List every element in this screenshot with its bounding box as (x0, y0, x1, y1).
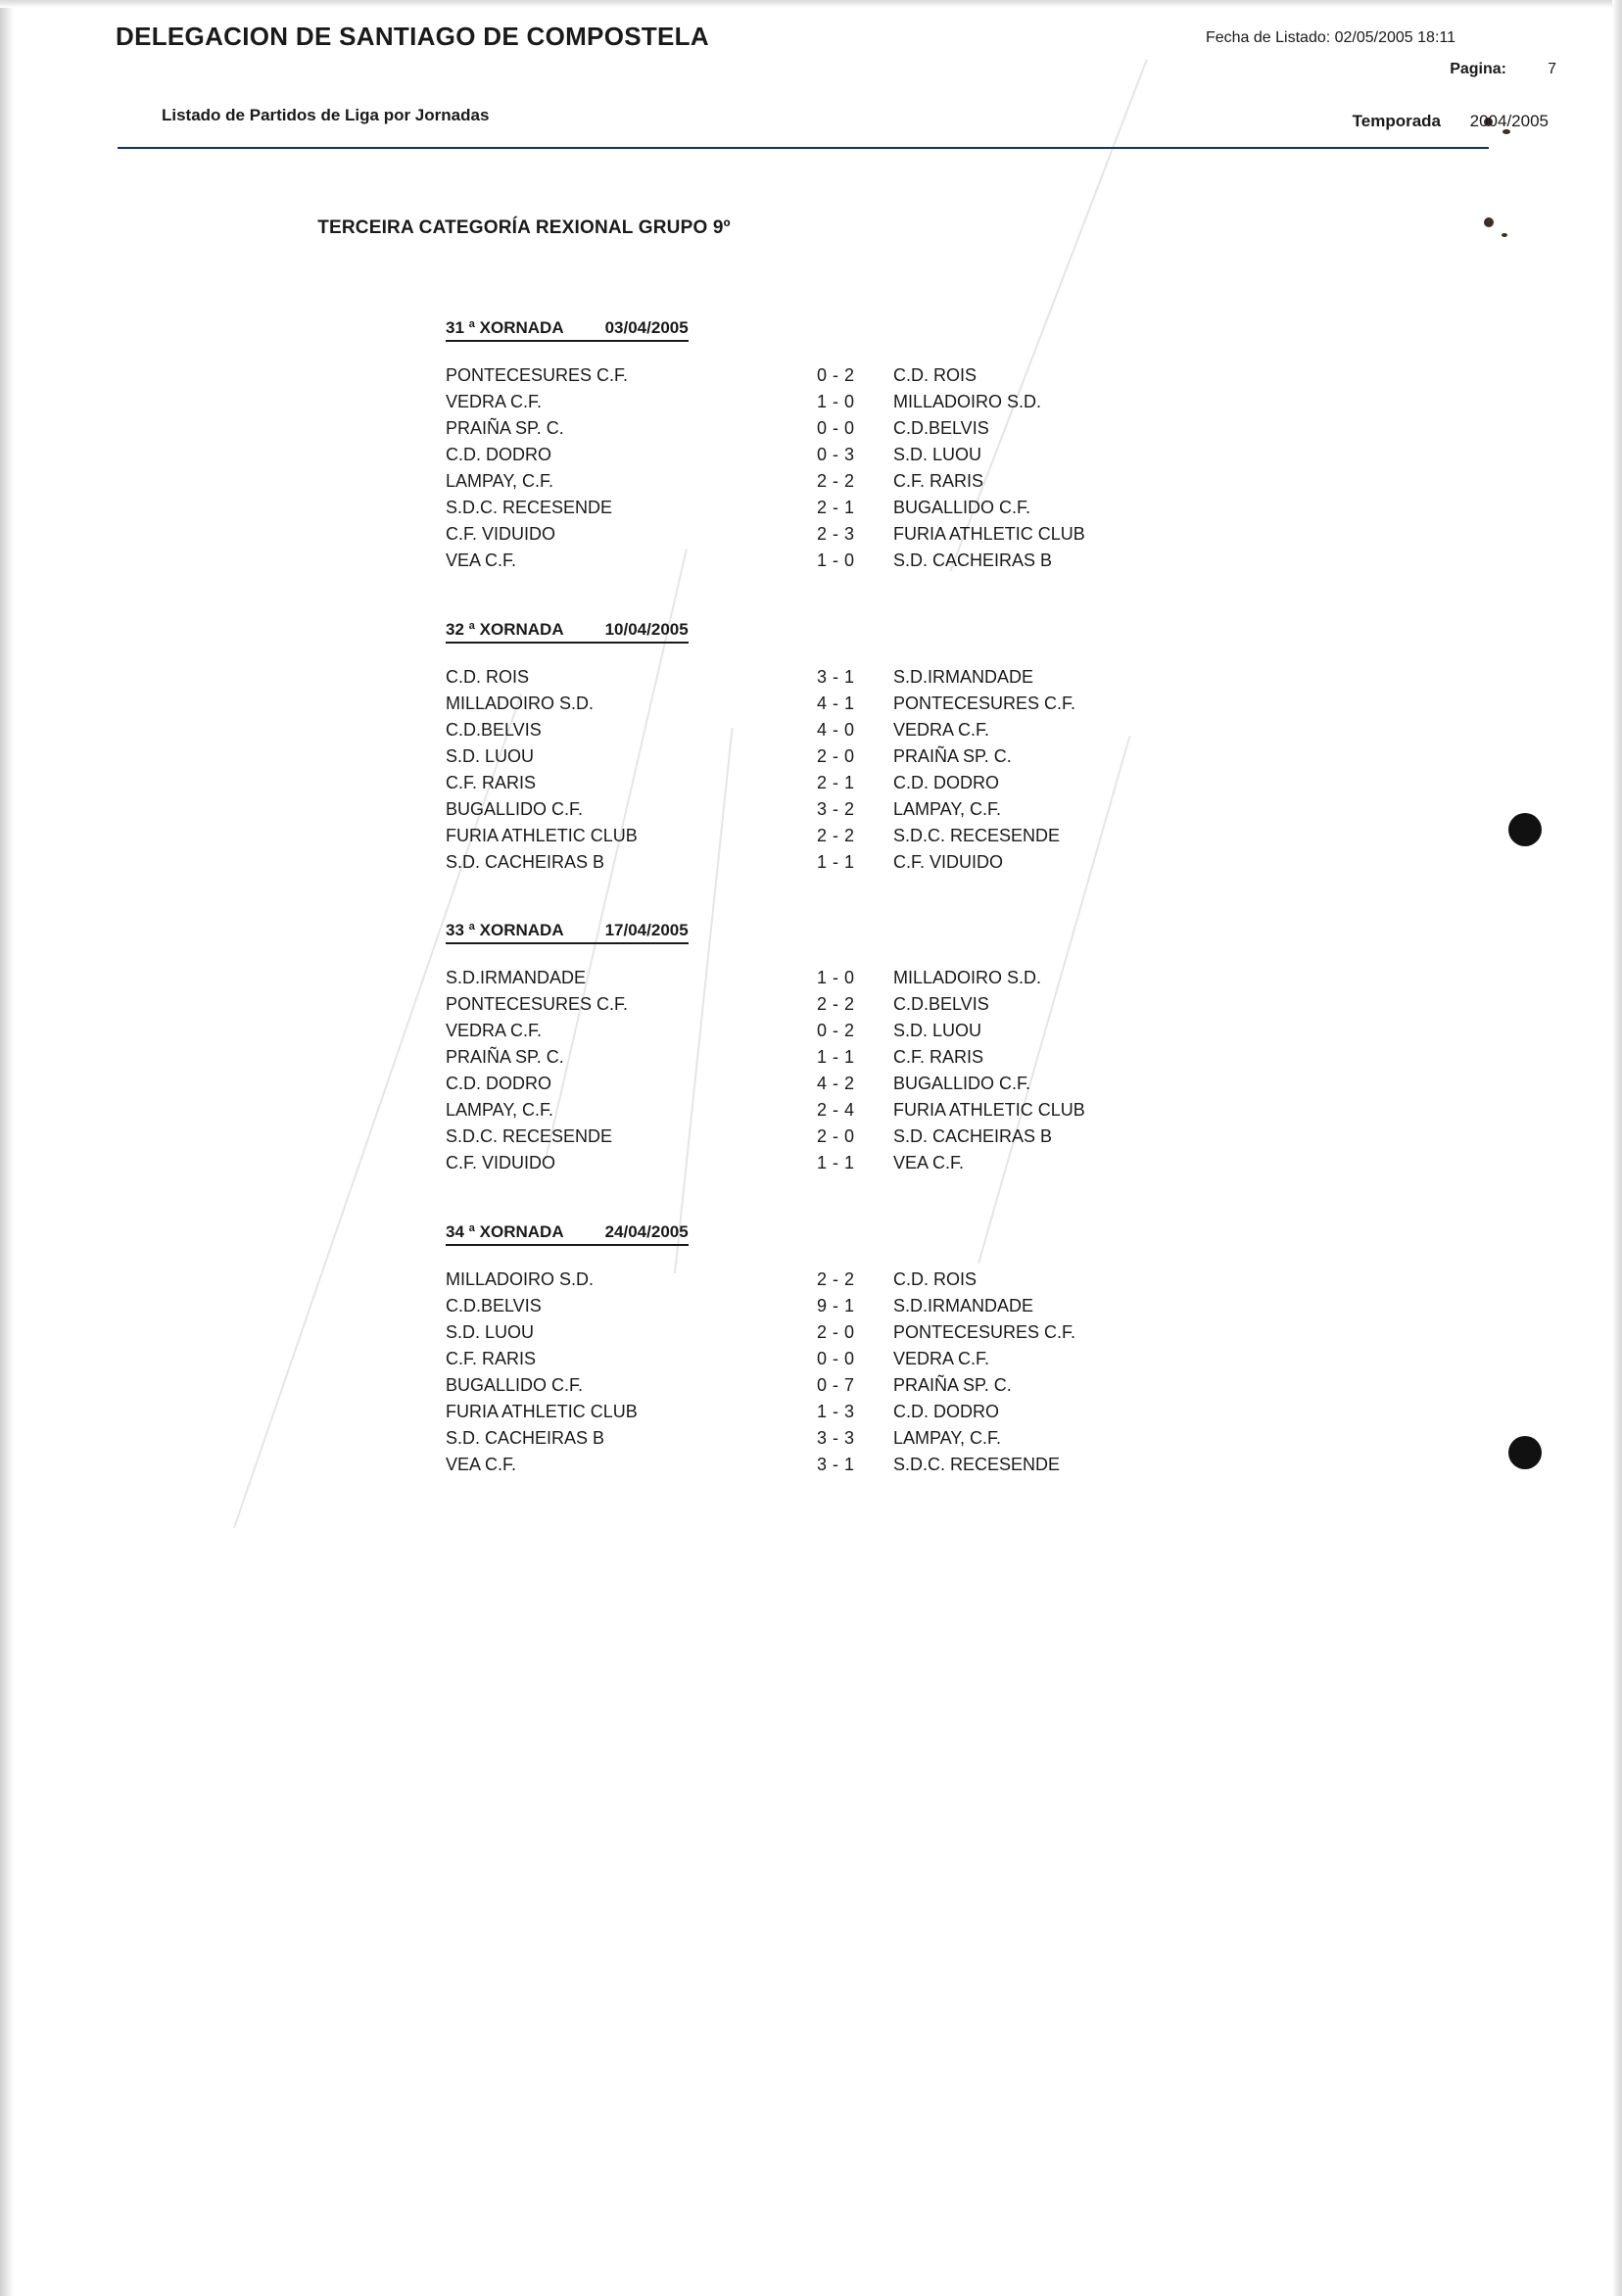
round-date: 24/04/2005 (604, 1222, 689, 1241)
match-score: 2 - 4 (817, 1100, 855, 1120)
round-header (446, 921, 689, 944)
match-score: 0 - 2 (817, 1021, 855, 1040)
scan-edge-top (0, 0, 1622, 8)
match-score: 2 - 1 (817, 498, 855, 517)
round-block (446, 318, 1085, 577)
match-score: 2 - 2 (817, 1269, 855, 1289)
match-row (446, 694, 1076, 720)
match-score: 3 - 1 (817, 1455, 855, 1474)
season-value: 2004/2005 (1469, 112, 1549, 130)
home-team: C.F. RARIS (446, 1349, 537, 1368)
round-number: 34 ª XORNADA (446, 1222, 564, 1241)
match-row (446, 1047, 984, 1074)
match-score: 0 - 3 (817, 445, 855, 464)
home-team: C.D. DODRO (446, 445, 551, 464)
away-team: FURIA ATHLETIC CLUB (893, 524, 1085, 544)
home-team: S.D. LUOU (446, 1322, 535, 1342)
match-score: 4 - 2 (817, 1074, 855, 1093)
match-score: 1 - 0 (817, 968, 855, 987)
round-number: 31 ª XORNADA (446, 318, 564, 337)
away-team: VEDRA C.F. (893, 720, 990, 740)
away-team: S.D.IRMANDADE (893, 1296, 1034, 1315)
home-team: C.F. RARIS (446, 773, 537, 792)
paper-crease (949, 59, 1148, 572)
match-row (446, 773, 999, 799)
match-score: 2 - 3 (817, 524, 855, 544)
away-team: BUGALLIDO C.F. (893, 498, 1031, 517)
away-team: S.D. CACHEIRAS B (893, 1126, 1053, 1146)
match-score: 2 - 2 (817, 826, 855, 845)
home-team: VEA C.F. (446, 550, 517, 570)
home-team: VEA C.F. (446, 1455, 517, 1474)
away-team: C.D. ROIS (893, 1269, 978, 1289)
away-team: S.D.C. RECESENDE (893, 826, 1061, 845)
home-team: S.D.C. RECESENDE (446, 498, 613, 517)
home-team: FURIA ATHLETIC CLUB (446, 826, 638, 845)
match-list (446, 667, 1076, 879)
match-row (446, 1375, 1012, 1402)
match-score: 4 - 0 (817, 720, 855, 740)
home-team: MILLADOIRO S.D. (446, 694, 595, 713)
match-row (446, 1126, 1053, 1153)
away-team: C.D. ROIS (893, 365, 978, 385)
scan-edge-right (1612, 0, 1622, 2296)
away-team: PRAIÑA SP. C. (893, 1375, 1012, 1395)
match-score: 1 - 1 (817, 852, 855, 872)
match-row (446, 1100, 1085, 1126)
match-list (446, 968, 1085, 1179)
round-header (446, 620, 689, 644)
match-row (446, 1322, 1076, 1349)
match-score: 1 - 1 (817, 1153, 855, 1172)
match-row (446, 471, 984, 498)
match-score: 0 - 2 (817, 365, 855, 385)
listing-date: Fecha de Listado: 02/05/2005 18:11 (1205, 29, 1455, 46)
page-label: Pagina: (1450, 61, 1506, 77)
away-team: C.D.BELVIS (893, 994, 989, 1014)
home-team: C.D. ROIS (446, 667, 530, 687)
round-block (446, 1222, 1076, 1481)
match-row (446, 1428, 1002, 1455)
page-title: DELEGACION DE SANTIAGO DE COMPOSTELA (116, 22, 709, 51)
away-team: BUGALLIDO C.F. (893, 1074, 1031, 1093)
match-score: 2 - 0 (817, 1322, 855, 1342)
match-row (446, 1269, 978, 1296)
match-row (446, 994, 989, 1021)
round-date: 03/04/2005 (604, 318, 689, 337)
match-score: 0 - 7 (817, 1375, 855, 1395)
match-row (446, 1296, 1034, 1322)
match-row (446, 418, 989, 445)
match-score: 2 - 0 (817, 746, 855, 766)
away-team: S.D.IRMANDADE (893, 667, 1034, 687)
match-score: 1 - 0 (817, 550, 855, 570)
match-score: 9 - 1 (817, 1296, 855, 1315)
match-row (446, 667, 1034, 694)
away-team: LAMPAY, C.F. (893, 799, 1002, 819)
away-team: S.D. CACHEIRAS B (893, 550, 1053, 570)
away-team: S.D.C. RECESENDE (893, 1455, 1061, 1474)
home-team: C.F. VIDUIDO (446, 524, 556, 544)
ink-speck (1484, 217, 1494, 227)
away-team: MILLADOIRO S.D. (893, 968, 1042, 987)
away-team: C.F. RARIS (893, 1047, 984, 1067)
header-divider (118, 147, 1489, 149)
match-row (446, 826, 1061, 852)
match-score: 3 - 3 (817, 1428, 855, 1448)
round-block (446, 620, 1076, 879)
home-team: LAMPAY, C.F. (446, 471, 554, 491)
group-title: TERCEIRA CATEGORÍA REXIONAL GRUPO 9º (317, 217, 731, 238)
home-team: S.D.IRMANDADE (446, 968, 587, 987)
scan-edge-left (0, 0, 14, 2296)
away-team: FURIA ATHLETIC CLUB (893, 1100, 1085, 1120)
away-team: PRAIÑA SP. C. (893, 746, 1012, 766)
match-score: 4 - 1 (817, 694, 855, 713)
away-team: LAMPAY, C.F. (893, 1428, 1002, 1448)
home-team: VEDRA C.F. (446, 392, 543, 411)
home-team: S.D. LUOU (446, 746, 535, 766)
match-row (446, 720, 990, 746)
away-team: PONTECESURES C.F. (893, 694, 1076, 713)
home-team: C.D.BELVIS (446, 720, 542, 740)
home-team: BUGALLIDO C.F. (446, 799, 584, 819)
home-team: S.D. CACHEIRAS B (446, 852, 605, 872)
match-row (446, 498, 1031, 524)
away-team: MILLADOIRO S.D. (893, 392, 1042, 411)
match-list (446, 365, 1085, 577)
match-score: 0 - 0 (817, 418, 855, 438)
home-team: C.D.BELVIS (446, 1296, 542, 1315)
away-team: C.F. RARIS (893, 471, 984, 491)
match-row (446, 1021, 982, 1047)
match-row (446, 1402, 999, 1428)
match-row (446, 365, 978, 392)
round-date: 17/04/2005 (604, 921, 689, 939)
away-team: PONTECESURES C.F. (893, 1322, 1076, 1342)
match-score: 1 - 3 (817, 1402, 855, 1421)
round-date: 10/04/2005 (604, 620, 689, 639)
round-header (446, 318, 689, 342)
match-row (446, 852, 1004, 879)
away-team: S.D. LUOU (893, 445, 982, 464)
match-row (446, 524, 1085, 550)
home-team: S.D. CACHEIRAS B (446, 1428, 605, 1448)
away-team: S.D. LUOU (893, 1021, 982, 1040)
home-team: LAMPAY, C.F. (446, 1100, 554, 1120)
home-team: PRAIÑA SP. C. (446, 1047, 564, 1067)
home-team: S.D.C. RECESENDE (446, 1126, 613, 1146)
match-row (446, 392, 1042, 418)
match-score: 2 - 0 (817, 1126, 855, 1146)
away-team: VEA C.F. (893, 1153, 965, 1172)
match-row (446, 799, 1002, 826)
report-subtitle: Listado de Partidos de Liga por Jornadas (162, 106, 490, 124)
punch-mark (1508, 813, 1542, 846)
match-score: 3 - 1 (817, 667, 855, 687)
round-number: 33 ª XORNADA (446, 921, 564, 939)
match-row (446, 968, 1042, 994)
home-team: VEDRA C.F. (446, 1021, 543, 1040)
away-team: C.D.BELVIS (893, 418, 989, 438)
match-score: 2 - 2 (817, 471, 855, 491)
match-score: 1 - 0 (817, 392, 855, 411)
punch-mark (1508, 1436, 1542, 1469)
match-score: 0 - 0 (817, 1349, 855, 1368)
home-team: FURIA ATHLETIC CLUB (446, 1402, 638, 1421)
home-team: PONTECESURES C.F. (446, 365, 629, 385)
match-row (446, 1455, 1061, 1481)
home-team: C.F. VIDUIDO (446, 1153, 556, 1172)
match-row (446, 445, 982, 471)
away-team: C.D. DODRO (893, 773, 999, 792)
home-team: PRAIÑA SP. C. (446, 418, 564, 438)
match-row (446, 1153, 965, 1179)
round-block (446, 921, 1085, 1179)
match-list (446, 1269, 1076, 1481)
match-score: 2 - 2 (817, 994, 855, 1014)
home-team: MILLADOIRO S.D. (446, 1269, 595, 1289)
match-score: 1 - 1 (817, 1047, 855, 1067)
page-number: 7 (1548, 61, 1556, 77)
away-team: C.F. VIDUIDO (893, 852, 1004, 872)
round-header (446, 1222, 689, 1246)
home-team: C.D. DODRO (446, 1074, 551, 1093)
ink-speck (1502, 233, 1507, 237)
season-label: Temporada (1352, 112, 1441, 130)
match-score: 2 - 1 (817, 773, 855, 792)
home-team: PONTECESURES C.F. (446, 994, 629, 1014)
away-team: C.D. DODRO (893, 1402, 999, 1421)
match-row (446, 550, 1053, 577)
match-row (446, 1349, 990, 1375)
match-row (446, 1074, 1031, 1100)
home-team: BUGALLIDO C.F. (446, 1375, 584, 1395)
round-number: 32 ª XORNADA (446, 620, 564, 639)
match-score: 3 - 2 (817, 799, 855, 819)
match-row (446, 746, 1012, 773)
away-team: VEDRA C.F. (893, 1349, 990, 1368)
